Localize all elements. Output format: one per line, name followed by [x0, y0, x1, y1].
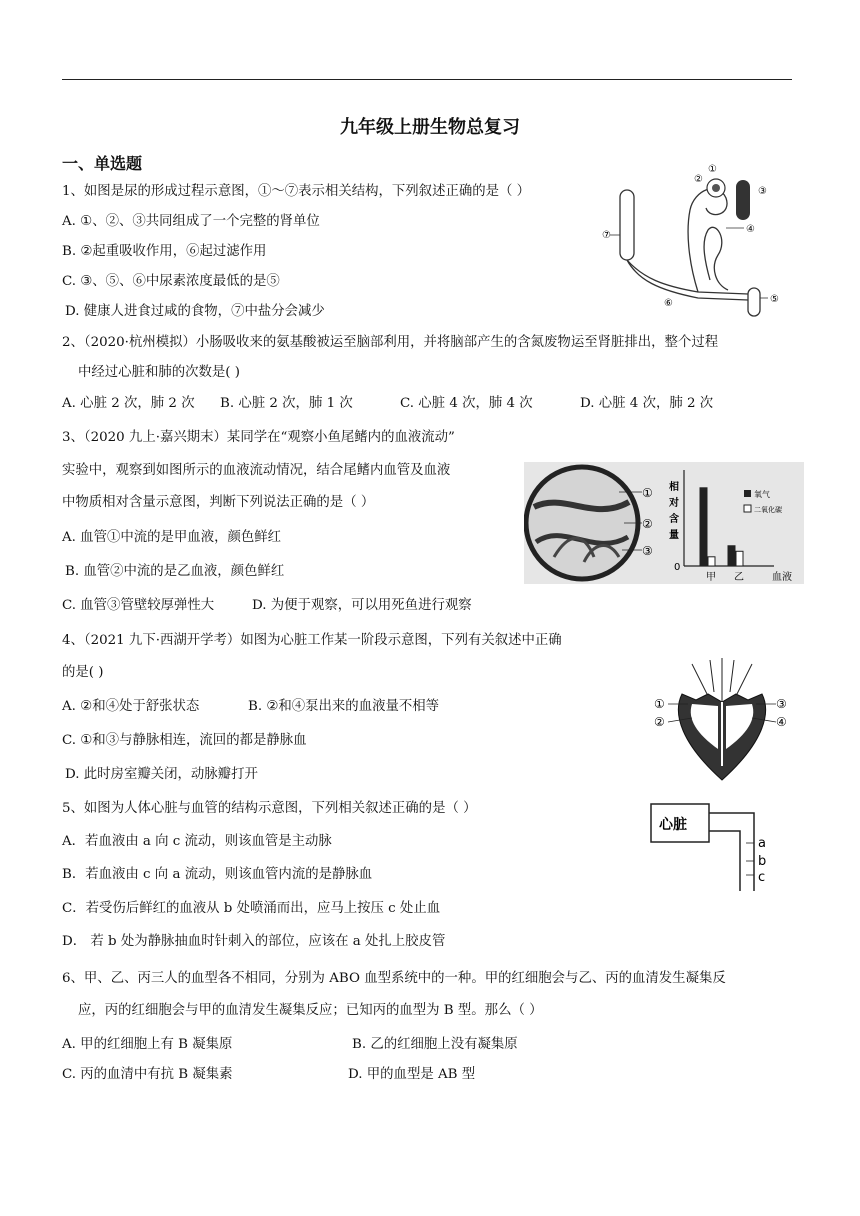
q6-option-d: D. 甲的血型是 AB 型 — [348, 1067, 476, 1082]
q2-option-d: D. 心脏 4 次，肺 2 次 — [580, 396, 714, 411]
vessel-label-1: ① — [642, 486, 653, 500]
q2-option-a: A. 心脏 2 次，肺 2 次 — [62, 396, 195, 411]
chart-category-1: 甲 — [706, 572, 716, 583]
kidney-label-4: ④ — [746, 224, 755, 235]
q3-stem-line2: 实验中，观察到如图所示的血液流动情况，结合尾鳍内血管及血液 — [62, 463, 451, 478]
q1-option-a: A. ①、②、③共同组成了一个完整的肾单位 — [62, 214, 320, 229]
vessel-label-2: ② — [642, 517, 653, 531]
bar-co2-2 — [736, 551, 743, 566]
q6-stem-line2: 应，丙的红细胞会与甲的血清发生凝集反应；已知丙的血型为 B 型。那么（ ） — [78, 1003, 543, 1018]
q5-option-a: A．若血液由 a 向 c 流动，则该血管是主动脉 — [62, 834, 332, 849]
vessel-point-b: b — [758, 854, 767, 869]
q2-option-c: C. 心脏 4 次，肺 4 次 — [400, 396, 533, 411]
heart-vessel-figure — [650, 803, 780, 893]
kidney-label-3: ③ — [758, 186, 767, 197]
chart-ylabel-2: 对 — [669, 498, 679, 509]
heart-label-4: ④ — [776, 715, 787, 729]
kidney-label-1: ① — [708, 164, 717, 175]
q3-stem-line1: 3、（2020 九上·嘉兴期末）某同学在“观察小鱼尾鳍内的血液流动” — [62, 430, 455, 445]
section-heading: 一、单选题 — [62, 154, 143, 173]
q2-stem-line1: 2、（2020·杭州模拟）小肠吸收来的氨基酸被运至脑部利用，并将脑部产生的含氮废物运至肾脏排出，整个过程 — [62, 335, 719, 350]
chart-ylabel-3: 含 — [669, 514, 679, 525]
q6-option-b: B. 乙的红细胞上没有凝集原 — [352, 1037, 518, 1052]
chart-ylabel-4: 量 — [669, 530, 679, 541]
kidney-label-2: ② — [694, 174, 703, 185]
kidney-label-7: ⑦ — [602, 230, 611, 241]
q6-stem-line1: 6、甲、乙、丙三人的血型各不相同，分别为 ABO 血型系统中的一种。甲的红细胞会与乙、丙的血清发生凝集反 — [62, 971, 726, 986]
kidney-label-5: ⑤ — [770, 294, 779, 305]
kidney-label-6: ⑥ — [664, 298, 673, 309]
q4-stem-line1: 4、（2021 九下·西湖开学考）如图为心脏工作某一阶段示意图，下列有关叙述中正确 — [62, 633, 562, 648]
q4-option-c: C. ①和③与静脉相连，流回的都是静脉血 — [62, 733, 307, 748]
vessel-point-c: c — [758, 870, 766, 885]
legend-oxygen: 氧气 — [754, 490, 770, 499]
chart-zero: 0 — [674, 562, 681, 573]
vessel-point-a: a — [758, 836, 766, 851]
vessel-label-3: ③ — [642, 544, 653, 558]
heart-label-2: ② — [654, 715, 665, 729]
heart-label-1: ① — [654, 697, 665, 711]
fish-tail-figure — [524, 462, 804, 584]
q2-stem-line2: 中经过心脏和肺的次数是( ) — [78, 365, 241, 380]
q3-option-c: C. 血管③管壁较厚弹性大 — [62, 598, 215, 613]
bar-oxygen-1 — [700, 488, 707, 566]
q4-option-d: D. 此时房室瓣关闭，动脉瓣打开 — [65, 767, 258, 782]
q5-option-c: C．若受伤后鲜红的血液从 b 处喷涌而出，应马上按压 c 处止血 — [62, 901, 441, 916]
bar-co2-1 — [708, 557, 715, 566]
q3-option-d: D. 为便于观察，可以用死鱼进行观察 — [252, 598, 472, 613]
q2-option-b: B. 心脏 2 次，肺 1 次 — [220, 396, 353, 411]
q5-option-b: B．若血液由 c 向 a 流动，则该血管内流的是静脉血 — [62, 867, 373, 882]
heart-box-label: 心脏 — [659, 817, 687, 833]
q1-stem: 1、如图是尿的形成过程示意图，①～⑦表示相关结构，下列叙述正确的是（ ） — [62, 184, 531, 199]
chart-category-2: 乙 — [734, 572, 744, 583]
bar-oxygen-2 — [728, 546, 735, 566]
q5-stem: 5、如图为人体心脏与血管的结构示意图，下列相关叙述正确的是（ ） — [62, 801, 477, 816]
header-rule — [62, 79, 792, 80]
q6-option-c: C. 丙的血清中有抗 B 凝集素 — [62, 1067, 233, 1082]
q3-option-b: B. 血管②中流的是乙血液，颜色鲜红 — [65, 564, 285, 579]
q4-option-b: B. ②和④泵出来的血液量不相等 — [248, 699, 440, 714]
q5-option-d: D． 若 b 处为静脉抽血时针刺入的部位，应该在 a 处扎上胶皮管 — [62, 934, 446, 949]
q1-option-b: B. ②起重吸收作用，⑥起过滤作用 — [62, 244, 267, 259]
q1-option-d: D. 健康人进食过咸的食物，⑦中盐分会减少 — [65, 304, 325, 319]
q6-option-a: A. 甲的红细胞上有 B 凝集原 — [62, 1037, 233, 1052]
heart-figure — [652, 654, 792, 784]
legend-co2: 二氧化碳 — [754, 506, 782, 514]
q4-option-a: A. ②和④处于舒张状态 — [62, 699, 200, 714]
page-title: 九年级上册生物总复习 — [340, 117, 520, 138]
q1-option-c: C. ③、⑤、⑥中尿素浓度最低的是⑤ — [62, 274, 280, 289]
q3-stem-line3: 中物质相对含量示意图，判断下列说法正确的是（ ） — [62, 495, 375, 510]
q4-stem-line2: 的是( ) — [62, 665, 104, 680]
q3-option-a: A. 血管①中流的是甲血液，颜色鲜红 — [62, 530, 282, 545]
heart-label-3: ③ — [776, 697, 787, 711]
chart-xlabel: 血液 — [772, 572, 792, 583]
kidney-nephron-figure — [598, 160, 798, 325]
chart-ylabel-1: 相 — [669, 482, 679, 493]
